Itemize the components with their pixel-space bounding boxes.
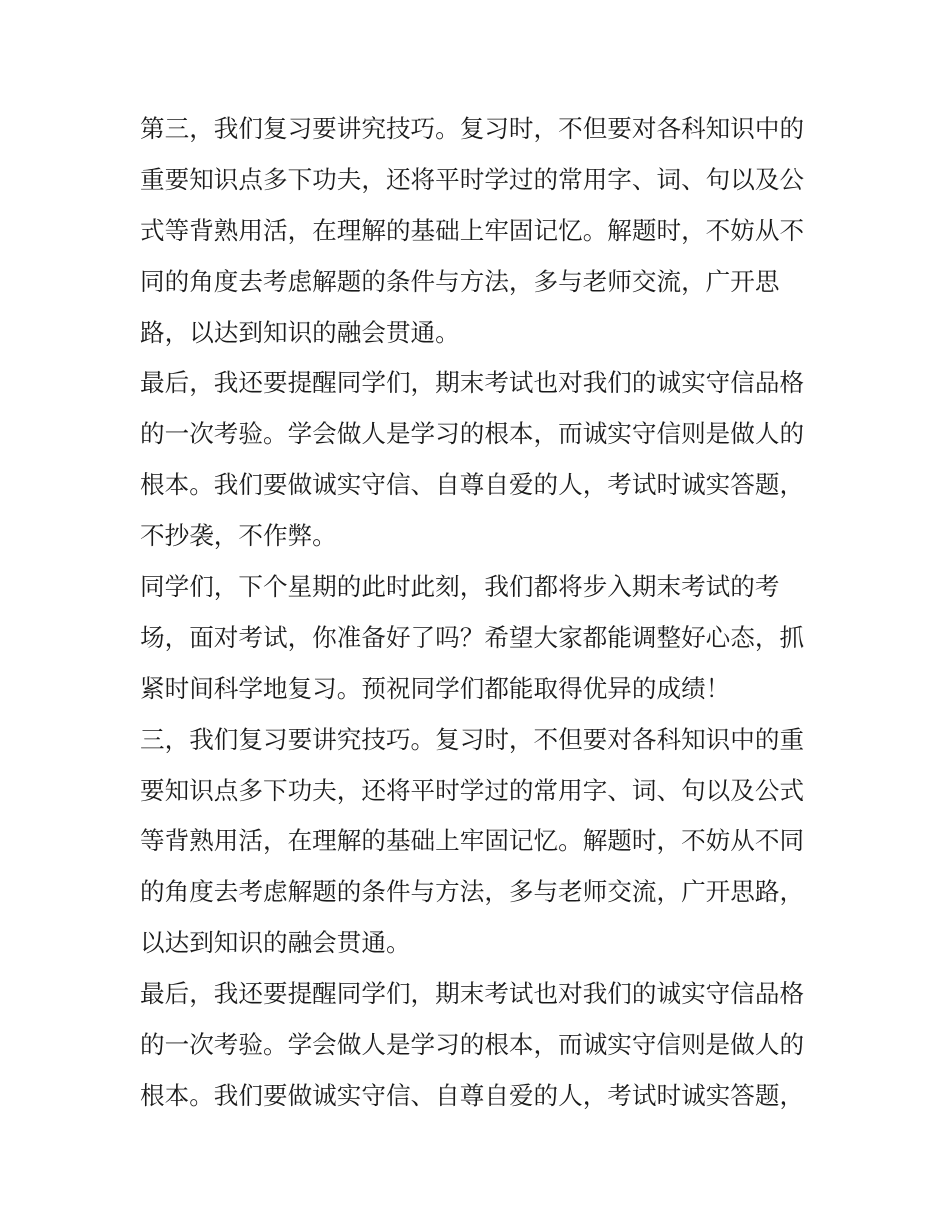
text-line: 根本。我们要做诚实守信、自尊自爱的人，考试时诚实答题， xyxy=(140,470,805,500)
text-line: 重要知识点多下功夫，还将平时学过的常用字、词、句以及公 xyxy=(140,164,805,194)
text-line: 式等背熟用活，在理解的基础上牢固记忆。解题时，不妨从不 xyxy=(140,215,805,245)
body-text xyxy=(140,104,820,1122)
text-line: 同的角度去考虑解题的条件与方法，多与老师交流，广开思 xyxy=(140,266,780,296)
text-line: 要知识点多下功夫，还将平时学过的常用字、词、句以及公式 xyxy=(140,775,805,805)
text-line: 的一次考验。学会做人是学习的根本，而诚实守信则是做人的 xyxy=(140,419,805,449)
text-line: 不抄袭，不作弊。 xyxy=(140,521,337,551)
text-line: 等背熟用活，在理解的基础上牢固记忆。解题时，不妨从不同 xyxy=(140,826,805,856)
text-line: 场，面对考试，你准备好了吗？希望大家都能调整好心态，抓 xyxy=(140,622,805,652)
text-line: 根本。我们要做诚实守信、自尊自爱的人，考试时诚实答题， xyxy=(140,1080,805,1110)
text-line: 的一次考验。学会做人是学习的根本，而诚实守信则是做人的 xyxy=(140,1030,805,1060)
text-line: 路，以达到知识的融会贯通。 xyxy=(140,317,460,347)
text-line: 同学们，下个星期的此时此刻，我们都将步入期末考试的考 xyxy=(140,572,780,602)
text-line: 紧时间科学地复习。预祝同学们都能取得优异的成绩！ xyxy=(140,673,731,703)
text-line: 最后，我还要提醒同学们，期末考试也对我们的诚实守信品格 xyxy=(140,368,805,398)
text-line: 三，我们复习要讲究技巧。复习时，不但要对各科知识中的重 xyxy=(140,724,805,754)
text-line: 最后，我还要提醒同学们，期末考试也对我们的诚实守信品格 xyxy=(140,979,805,1009)
text-line: 以达到知识的融会贯通。 xyxy=(140,928,411,958)
text-line: 的角度去考虑解题的条件与方法，多与老师交流，广开思路， xyxy=(140,877,805,907)
text-line: 第三，我们复习要讲究技巧。复习时，不但要对各科知识中的 xyxy=(140,114,805,143)
